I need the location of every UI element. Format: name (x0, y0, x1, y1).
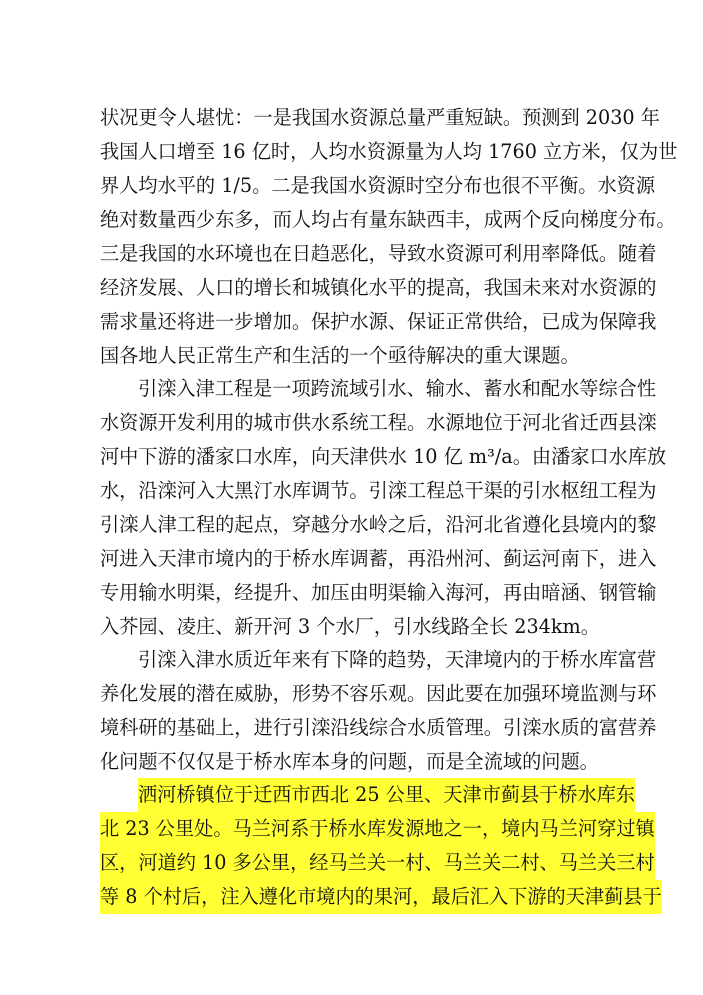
paragraph-line: 入芥园、凌庄、新开河 3 个水厂，引水线路全长 234km。 (100, 615, 600, 638)
paragraph-line: 河中下游的潘家口水库，向天津供水 10 亿 m³/a。由潘家口水库放 (100, 445, 667, 468)
highlighted-line: 洒河桥镇位于迁西市西北 25 公里、天津市蓟县于桥水库东 (138, 778, 635, 812)
paragraph-line: 河进入天津市境内的于桥水库调蓄，再沿州河、蓟运河南下，进入 (100, 547, 657, 570)
paragraph-line: 需求量还将进一步增加。保护水源、保证正常供给，已成为保障我 (100, 310, 657, 333)
paragraph-line: 水，沿滦河入大黑汀水库调节。引滦工程总干渠的引水枢纽工程为 (100, 479, 657, 502)
highlighted-line: 区，河道约 10 多公里，经马兰关一村、马兰关二村、马兰关三村 (100, 846, 655, 880)
paragraph-line: 状况更令人堪忧：一是我国水资源总量严重短缺。预测到 2030 年 (100, 106, 660, 129)
paragraph-line: 养化发展的潜在威胁，形势不容乐观。因此要在加强环境监测与环 (100, 682, 657, 705)
paragraph-line: 引滦入津水质近年来有下降的趋势，天津境内的于桥水库富营 (138, 648, 657, 671)
highlighted-line: 等 8 个村后，注入遵化市境内的果河，最后汇入下游的天津蓟县于 (100, 880, 662, 914)
highlighted-line: 北 23 公里处。马兰河系于桥水库发源地之一，境内马兰河穿过镇 (100, 812, 655, 846)
paragraph-line: 专用输水明渠，经提升、加压由明渠输入海河，再由暗涵、钢管输 (100, 581, 657, 604)
paragraph-line: 境科研的基础上，进行引滦沿线综合水质管理。引滦水质的富营养 (100, 716, 657, 739)
paragraph-line: 引滦人津工程的起点，穿越分水岭之后，沿河北省遵化县境内的黎 (100, 513, 657, 536)
paragraph-line: 引滦入津工程是一项跨流域引水、输水、蓄水和配水等综合性 (138, 377, 657, 400)
paragraph-line: 三是我国的水环境也在日趋恶化，导致水资源可利用率降低。随着 (100, 242, 657, 265)
paragraph-line: 水资源开发利用的城市供水系统工程。水源地位于河北省迁西县滦 (100, 411, 657, 434)
paragraph-line: 经济发展、人口的增长和城镇化水平的提高，我国未来对水资源的 (100, 276, 657, 299)
paragraph-line: 界人均水平的 1/5。二是我国水资源时空分布也很不平衡。水资源 (100, 174, 656, 197)
paragraph-line: 化问题不仅仅是于桥水库本身的问题，而是全流域的问题。 (100, 750, 599, 773)
paragraph-line: 绝对数量西少东多，而人均占有量东缺西丰，成两个反向梯度分布。 (100, 208, 676, 231)
paragraph-line: 国各地人民正常生产和生活的一个亟待解决的重大课题。 (100, 344, 580, 367)
paragraph-line: 我国人口增至 16 亿时，人均水资源量为人均 1760 立方米，仅为世 (100, 140, 678, 163)
